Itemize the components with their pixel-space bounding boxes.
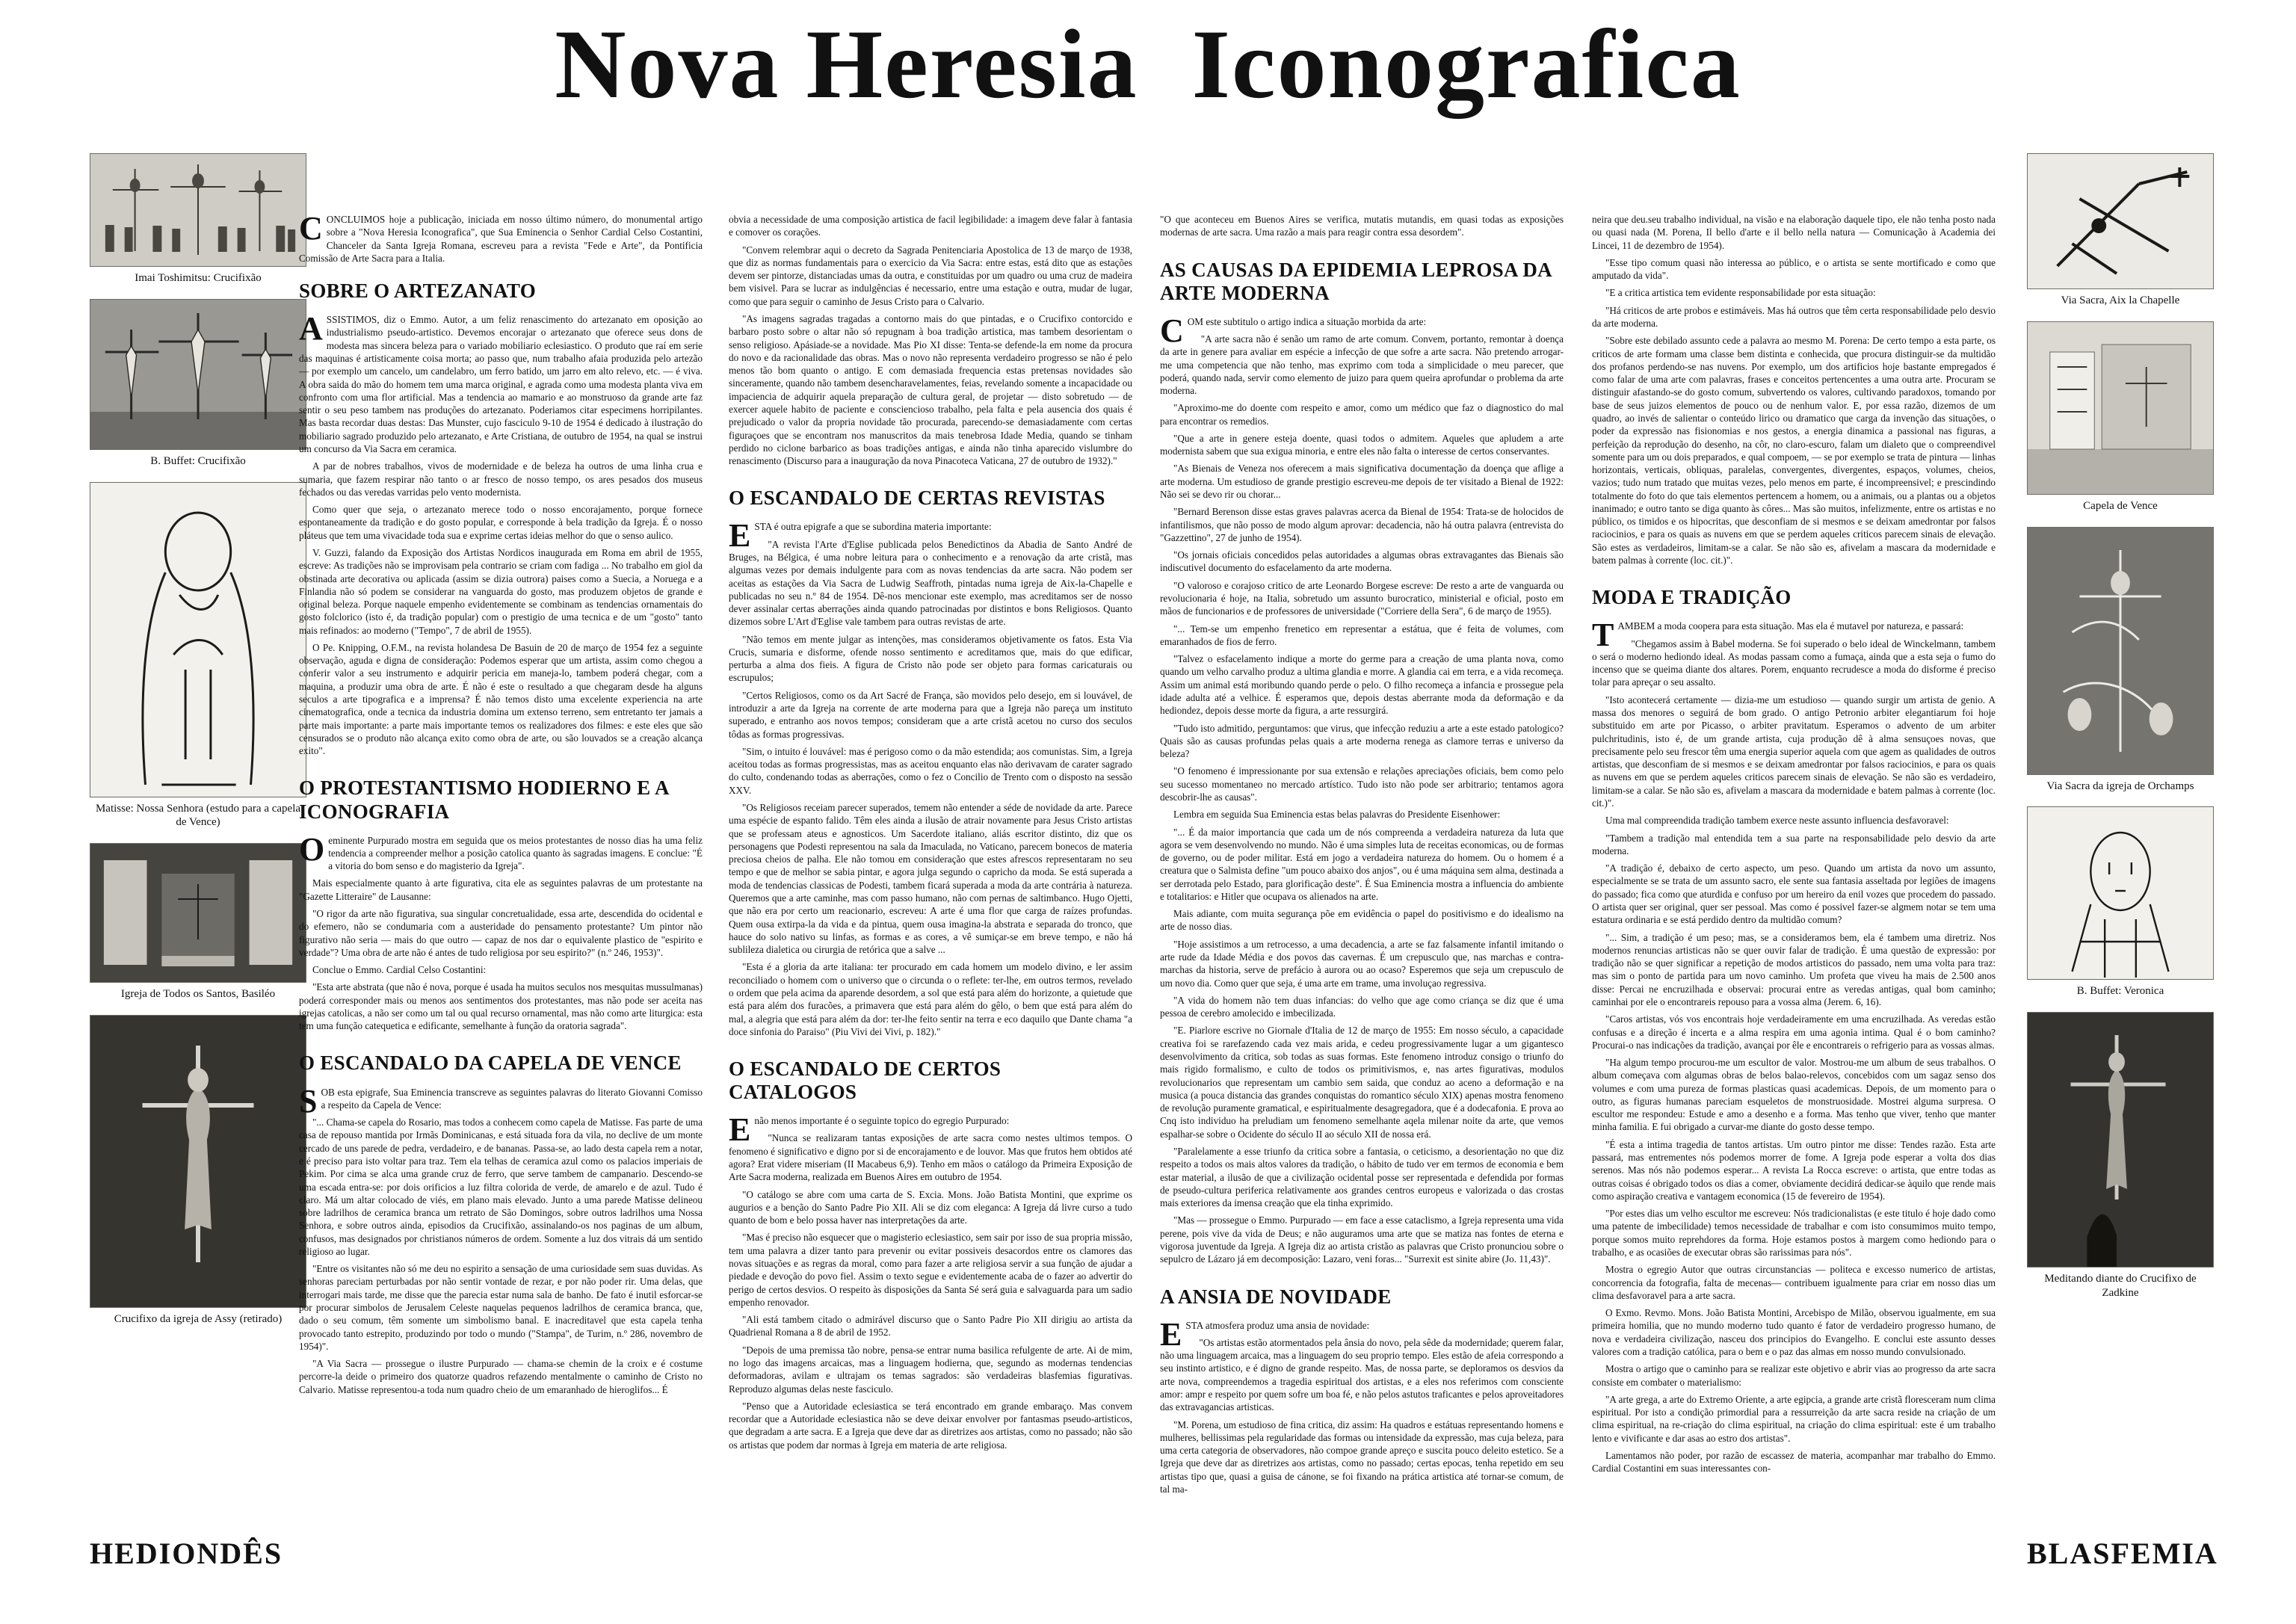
crucifixion-mural-image xyxy=(90,153,306,267)
paragraph: O Pe. Knipping, O.F.M., na revista holandesa De Basuin de 20 de março de 1954 fez a seguinte observação, aguda e digna de consideração: Podemos esperar que um artista, assim como chegou a conferir valor a seu instrumento e adquirir pericia em maneja-lo, tambem poderá chegar, com a maquina, a produzir uma obra de arte. É não é este o resultado a que chegaram desde ha alguns seculos a arte tipografica e a imprensa? É não temos disto uma excelente experiencia na arte cinematografica, onde a tecnica da industria domina um extenso terreno, sem entretanto ter jamais a parte mais importante: a parte mais importante temos os realizadores dos filmes: e este eles que são censurados se o produto não alcança exito como obra de arte, ou são louvados se a creação alcança exito". xyxy=(299,641,703,757)
paragraph: "... Sim, a tradição é um peso; mas, se a consideramos bem, ela é tambem uma diretriz. Nos modernos renuncias artisticas não se quer ouvir falar de tradição. É uma questão de expressão: por tradição não se quer significar a repetição de modos artisticos do passado, nem uma volta para traz: mas sim o ponto de partida para um novo caminho. Um profeta que viveu ha mais de 2.500 anos disse: Percai ne encruzilhada e observai: procurai entre as veredas antigas, qual bom caminho; caminhai por ele o encontrareis repouso para a vossa alma (Jerem. 6, 16). xyxy=(1592,931,1996,1007)
section-heading-ansia: A ANSIA DE NOVIDADE xyxy=(1160,1285,1392,1308)
paragraph: Mais adiante, com muita segurança põe em evidência o papel do positivismo e do idealismo na arte de nosso dias. xyxy=(1160,908,1564,933)
paragraph: "O catálogo se abre com uma carta de S. Excia. Mons. João Batista Montini, que exprime os augurios e a benção do Santo Padre Pio XII. Ali se diz com eleganca: A Igreja dá livre curso a tudo quanto de bom e belo possa haver nas interpretações da arte. xyxy=(729,1188,1132,1226)
paragraph: "A arte sacra não é senão um ramo de arte comum. Convem, portanto, remontar à doença da arte in genere para avaliar em espécie a infecção de que sofre a arte sacra. Não pretendo arrogar-me uma competencia que não tenho, mas exprimo com toda a simplicidade o meu parecer, que poderá, quando nada, servir como elemento de juizo para quem queira aprofundar o problema da arte moderna. xyxy=(1160,333,1564,397)
paragraph: "Certos Religiosos, como os da Art Sacré de França, são movidos pelo desejo, em si louvável, de introduzir a arte da Igreja na corrente de arte moderna para que a Igreja não pareça um instituto superado, e entranho aos novos tempos; consideram que a arte cristã acetou no curso dos seculos tôdas as formas progressivas. xyxy=(729,689,1132,740)
paragraph: "Os Religiosos receiam parecer superados, temem não entender a séde de novidade da arte. Parece uma espécie de espanto falido. Têm eles ainda a ilusão de atrair novamente para Jesus Cristo artistas que se professam ateus e agnosticos. Um Sacerdote italiano, aliás escritor distinto, diz que os personagens que Podesti representou na sala da Imaculada, no Vaticano, parecem bonecos de materia preciosa cheios de palha. Ele não tomou em consideração que estes afrescos representaram no seu tempo e que de melhor se sabia pintar, e agora julga segundo o capricho da moda. Se está superada a moda de tendencias classicas de Podesti, tambem ficará superada a moda da arte contrária à natureza. Queremos que a arte caminhe, mas com passo humano, não com pernas de saltimbanco. Hugo Ojetti, que não era por certo um reacionario, escreveu: A arte é uma flor que carga de raízes profundas. Quem ousa extirpa-la da vida e da pintua, quem ousa imagina-la abstrata e separada do tronco, que hauce do solo nativo su linfas, as formas e as cores, a vê sumiçar-se em breve tempo, e não há sublileza dialetica ou cirurgia de retórica que a salve ... xyxy=(729,802,1132,956)
paragraph: Lembra em seguida Sua Eminencia estas belas palavras do Presidente Eisenhower: xyxy=(1173,809,1501,821)
paragraph: "As imagens sagradas tragadas a contorno mais do que pintadas, e o Crucifixo contorcido e barbaro posto sobre o altar não só repugnam à boa tradição artistica, mas tambem desorientam o senso religioso. Apásiade-se a novidade. Mas Pio XI disse: Tenta-se defende-la em nome da procura do novo e da racionalidade das obras. Mas o novo não representa verdadeiro progresso se não é pelo menos tão bom quanto o antigo. E com demasiada frequencia estas pretensas novidades são sinceramente, quando não tambem desencharavelamentes, feias, revelando somente a incapacidade ou impaciencia de adquirir aquela preparação de cultura geral, de projetar — disto sobretudo — de exercer aquele habito de paciente e consciencioso trabalho, pela falta e pela ausencia dos quais é prejudicado o valor da propria novidade tão procurada, parecendo-se demasiadamente com certas figuraçoes que se encontram nos manuscritos da mais tenebrosa Idade Media, quando se tinham perdido no ciclone barbarico as boas tradições antigas, e ainda não tinha aparecido vislumbre do renascimento (Discurso para a inauguração da nova Pinacoteca Vaticana, 27 de outubro de 1932)." xyxy=(729,312,1132,467)
page-title xyxy=(0,9,2296,119)
paragraph: "Os artistas estão atormentados pela ânsia do novo, pela sêde da modernidade; querem falar, não uma linguagem arcaica, mas a linguagem do seu proprio tempo. Eles estão de afeia correspondo a seu instinto artistico, e é digno de grande respeito. Mas, de nossa parte, se deploramos os desvios da arte nova, compreendemos a tragedia espiritual dos artistas, e a eles nos referimos com consciente amor: ampr e respeito por quem sofre um boa fé, e não pelos astutos traficantes e pelos aproveitadores das extravagancias artisticas. xyxy=(1160,1336,1564,1413)
paragraph: Como quer que seja, o artezanato merece todo o nosso encorajamento, porque fornece espontaneamente da tradição e do gosto popular, e corresponde à bela tradição da Igreja. É o nosso pláteus que tem uma vivacidade toda sua e exprime certas ideias melhor do que o senso aulico. xyxy=(299,504,703,541)
paragraph: "Talvez o esfacelamento indique a morte do germe para a creação de uma planta nova, como quando um velho carvalho produz a ultima glandia e morre. A glandia cai em terra, e a vida recomeça. Assim um animal está moribundo quando perde o pelo. O filho recomeça a infancia e prossegue pela idade adulta até a velhice. É esperamos que, depois destas aberrante moda da deformação e da hediondez, depois desse morte da figura, a arte ressurgirá. xyxy=(1160,653,1564,717)
paragraph: "A vida do homem não tem duas infancias: do velho que age como criança se diz que é uma pessoa de cerebro amolecido e imbecilizada. xyxy=(1160,994,1564,1019)
paragraph: "Nunca se realizaram tantas exposições de arte sacra como nestes ultimos tempos. O fenomeno é significativo e digno por si de encorajamento e de louvor. Mas que frutos hem obtidos até agora? Erat videre miseriam (II Macabeus 6,9). Tenho em mãos o catálogo da Primeira Exposição de Arte Sacra moderna, realizada em Buenos Aires em outubro de 1954. xyxy=(729,1132,1132,1183)
paragraph: "Convem relembrar aqui o decreto da Sagrada Penitenciaria Apostolica de 13 de março de 1938, que diz as normas fundamentais para o exercicio da Via Sacra: entre estas, está dito que as estações devem ser pintorze, distanciadas umas da outra, e constituidas por um quadro ou uma cruz de madeira bem visivel. Para se lucrar as indulgências é necessario, entre uma estação e outra, mudar de lugar, como que para seguir o caminho de Jesus Cristo para o Calvario. xyxy=(729,244,1132,307)
paragraph: "Ali está tambem citado o admirável discurso que o Santo Padre Pio XII dirigiu ao artista da Quadrienal Romana a 8 de abril de 1952. xyxy=(729,1314,1132,1339)
via-sacra-aix-image xyxy=(2027,153,2214,289)
figure xyxy=(90,482,306,830)
paragraph: "O que aconteceu em Buenos Aires se verifica, mutatis mutandis, em quasi todas as exposições modernas de arte sacra. Uma razão a mais para reagir contra essa desordem". xyxy=(1160,214,1564,238)
paragraph: ASSISTIMOS, diz o Emmo. Autor, a um feliz renascimento do artezanato em oposição ao industrialismo pseudo-artistico. Devemos encorajar o artezanato que oferece seus dons de modesta mas sincera beleza para o variado mobiliario eclesiastico. O produto que raí em serie das maquinas é artisticamente coisa morta; ao passo que, num trabalho afaia produzida pelo artezão — por exemplo um cancelo, um candelabro, um ferro batido, um jarro em alto relevo, etc. — é viva. A obra saida do mão do homem tem uma marca original, e agrada como uma modesta planta viva em confronto com uma flor artificial. Mas a tendencia ao mamario e ao monstruoso da grande arte faz sentir o seu peso tambem nas produções do artezanato. Poderiamos citar especimens horripilantes. Mas basta recordar duas destas: Das Munster, cujo fasciculo 9-10 de 1954 é dedicado à ilustração do mobiliario sagrado produzido pelo artezanato, e Arte Cristiana, de outubro de 1954, na qual se instrui um concurso da Via Sacra em ceramica. xyxy=(299,310,703,454)
figure-caption: Capela de Vence xyxy=(2083,499,2158,512)
via-sacra-orchamps-image xyxy=(2027,527,2214,775)
church-interior-image xyxy=(90,843,306,983)
figure xyxy=(90,153,306,285)
paragraph: "E a critica artistica tem evidente responsabilidade por esta situação: xyxy=(1605,287,1876,299)
paragraph: "É esta a intima tragedia de tantos artistas. Um outro pintor me disse: Tendes razão. Esta arte passará, mas entrementes nós podemos morrer de fome. A Igreja pode esperar a volta dos dias serenos. Mas nós não podemos esperar... A revista La Rocca escreve: o artista, que entre todas as outras coisas é obrigado todos os dias a comer, obviamente decidirá dedicar-se àquilo que rende mais como aspiração creativa e vantagem economica (15 de fevereiro de 1954). xyxy=(1592,1138,1996,1202)
paragraph: "Mas é preciso não esquecer que o magisterio eclesiastico, sem sair por isso de sua propria missão, tem uma palavra a dizer tanto para prevenir ou evitar possiveis desacordos entre os clamores das novas situações e as regras da moral, como para fazer a arte religiosa servir a sua função de ajudar a piedade e devoção do povo fiel. Assim o texto segue e evidentemente acaba de o fazer ao advertir do perigo de certos desvios. O respeito às disposições da Santa Sé será guia e salvaguarda para um sadio empenho renovador. xyxy=(729,1232,1132,1308)
paragraph: "O fenomeno é impressionante por sua extensão e relações apreciações oficiais, bem como pelo seu sucesso momentaneo no mercado artístico. Tudo isto não pode ser arbitrario; tentamos agora descobrir-lhe as causas". xyxy=(1160,765,1564,803)
matisse-madonna-image xyxy=(90,482,306,797)
paragraph: Enão menos importante é o seguinte topico do egregio Purpurado: xyxy=(729,1111,1010,1149)
figure xyxy=(2027,153,2214,308)
figure-rail-left xyxy=(90,153,306,1340)
paragraph: "Hoje assistimos a um retrocesso, a uma decadencia, a arte se faz falsamente infantil imitando o arte rude da Idade Média e dos povos das cavernas. É um crepusculo que, nas marchas e contra-marchas da historia, serve de prefácio à aurora ou ao ocaso? Esperemos que seja um crepusculo de um novo dia. Como quer que seja, é uma arte em trame, uma involuçao regressiva. xyxy=(1160,938,1564,989)
figure-caption: B. Buffet: Crucifixão xyxy=(150,454,246,467)
paragraph: "O rigor da arte não figurativa, sua singular concretualidade, essa arte, descendida do ocidental e do efemero, não se condumaria com a austeridade do pensamento protestante? Um pintor não figurativo não seria — mais do que outro — capaz de nos dar o equivalente plastico de "espirito e verdade"? Uma obra de arte não é antes de tudo religiosa por seu espirito?" (n.º 246, 1953)". xyxy=(299,907,703,958)
paragraph: "... Chama-se capela do Rosario, mas todos a conhecem como capela de Matisse. Fas parte de uma casa de repouso mantida por Irmãs Dominicanas, e está situada fora da vila, no declive de um monte cercado de uns parede de pedra, verdadeiro, e de bananas. Passa-se, ao lado desta capela rem a notar, e é preciso para isto voltar para traz. Tem ela telhas de ceramica azul como os palacios imperiais de Pekim. Por cima se alca uma grande cruz de ferro, que serve tambem de campanario. Descendo-se uma escada entra-se: por dois orificios a luz filtra colorida de verde, de amarelo e de azul. Tudo é claro. Má um altar colocado de viés, em plano mais elevado. Junto a uma parede Matisse delineou sobre ladrilhos de ceramica branca um retrato de São Domingos, sobre outros ladrilhos uma Nossa Senhora, e sobre outros ainda, episodios da Crucifixão, assinalando-os nos paginas de um album, confusos, mas designados por christianos números de ordem. Somente a luz dos vitrais dá um sentido religioso ao lugar. xyxy=(299,1117,703,1257)
article-column-1 xyxy=(299,210,703,1401)
masthead-word-2: Iconografica xyxy=(1191,9,1741,119)
figure xyxy=(2027,527,2214,794)
paragraph: "Aproximo-me do doente com respeito e amor, como um médico que faz o diagnostico do mal para encontrar os remedios. xyxy=(1160,402,1564,427)
paragraph: "Penso que a Autoridade eclesiastica se terá encontrado em grande embaraço. Mas convem recordar que a Autoridade eclesiastica não se deve deixar envolver por fantasmas pseudo-artisticos, que degradam a arte sacra. E a Igreja que deve dar as diretrizes aos artistas, como no passado; não são os artistas que podem dar normas à Igreja em materia de arte religiosa. xyxy=(729,1400,1132,1451)
paragraph: Mais especialmente quanto à arte figurativa, cita ele as seguintes palavras de um protestante na "Gazette Litteraire" de Lausanne: xyxy=(299,877,703,902)
paragraph: "O valoroso e corajoso critico de arte Leonardo Borgese escreve: De resto a arte de vanguarda ou revolucionaria é hoje, na Italia, sobretudo um assunto burocratico, ministerial e oficial, posto em mãos de funcionarios e de professores de universidade ("Corriere della Sera", 6 de março de 1955). xyxy=(1160,579,1564,617)
paragraph: Mostra o egregio Autor que outras circunstancias — politeca e excesso numerico de artistas, concorrencia da fotografia, falta de mecenas— contribuem igualmente para criar em nosso dias um clima desfavoravel para a arte sacra. xyxy=(1592,1264,1996,1301)
paragraph: Lamentamos não poder, por razão de escassez de materia, acompanhar mar trabalho do Emmo. Cardial Costantini em suas interessantes con- xyxy=(1592,1449,1996,1475)
section-heading-artezanato: SOBRE O ARTEZANATO xyxy=(299,280,537,303)
section-heading-catalogos: O ESCANDALO DE CERTOS CATALOGOS xyxy=(729,1058,1002,1104)
paragraph: "... Tem-se um empenho frenetico em representar a estátua, que é feita de volumes, com emaranhados de fios de ferro. xyxy=(1160,623,1564,647)
figure-caption: Via Sacra da igreja de Orchamps xyxy=(2046,779,2194,792)
paragraph: "Esse tipo comum quasi não interessa ao público, e o artista se sente mortificado e como que amputado da vida". xyxy=(1592,256,1996,282)
paragraph: Oeminente Purpurado mostra em seguida que os meios protestantes de nosso dias ha uma feliz tendencia a compreender melhor a posição catolica quanto às sagradas imagens. E conclue: "É a vitoria do bom senso e do magisterio da Igreja". xyxy=(299,830,703,872)
buffet-crucifixion-image xyxy=(90,299,306,450)
section-heading-capela-vence: O ESCANDALO DA CAPELA DE VENCE xyxy=(299,1052,682,1075)
article-column-4 xyxy=(1592,213,1996,1480)
paragraph: ESTA atmosfera produz uma ansia de novidade: xyxy=(1160,1315,1370,1353)
paragraph: Mostra o artigo que o caminho para se realizar este objetivo e abrir vias ao progresso da arte sacra consiste em combater o materialismo: xyxy=(1592,1363,1996,1388)
paragraph: A par de nobres trabalhos, vivos de modernidade e de beleza ha outros de uma linha crua e sumaria, que fazem respirar não tanto o ar fresco de nosso tempo, os ares pesados dos museus fechados ou das veredas varridas pelo vento modernista. xyxy=(299,460,703,498)
paragraph: ESTA é outra epigrafe a que se subordina materia importante: xyxy=(729,517,992,555)
paragraph: "A revista l'Arte d'Eglise publicada pelos Benedictinos da Abadia de Santo André de Bruges, na Bélgica, é uma nobre leitura para o conhecimento e a renovação da arte cristã, mas algumas vezes por demais indulgente para com as novas tendencias da arte sacra. Não podem ser aceitas as estações da Via Sacra de Ludwig Seaffroth, pintadas numa igreja de Aix-la-Chapelle e publicadas no seu n.º 84 de 1954. Dê-nos mencionar este exemplo, mas acreditamos ser de nosso dever assinalar certas aberrações ainda quando patrocinadas por distintos e bons Religiosos. Quanto dizemos sobre L'Art d'Eglise vale tambem para outras revistas de arte. xyxy=(729,538,1132,628)
paragraph: "Sim, o intuito é louvável: mas é perigoso como o da mão estendida; aos comunistas. Sim, a Igreja aceitou todas as formas progressistas, mas as aceitou enquanto elas não derivavam de carater sagrado do culto, condenando todas as aberrações, como o fez o Concilio de Trento com o disposto na sessão XXV. xyxy=(729,745,1132,796)
paragraph: "Há criticos de arte probos e estimáveis. Mas há outros que têm certa responsabilidade pelo desvio da arte moderna. xyxy=(1592,304,1996,329)
paragraph: "Os jornais oficiais concedidos pelas autoridades a algumas obras extravagantes das Bienais são indiscutivel documento do esfacelamento da arte moderna. xyxy=(1160,549,1564,574)
article-column-3 xyxy=(1160,213,1564,1500)
paragraph: "... É da maior importancia que cada um de nós compreenda a verdadeira natureza da luta que agora se vem desenvolvendo no mundo. Não é uma simples luta de receitas economicas, ou de formas de governo, ou de poder militar. Está em jogo a verdadeira natureza do homem. Ou o homem é a creatura que o Salmista define "um pouco abaixo dos anjos", ou é uma máquina sem alma, destinada a ser derrotada pelo Estado, para glorificação deste". É Sua Eminencia mostra a influencia do ambiente e totalitarios: e Hitler que ocupava os alienados na arte. xyxy=(1160,826,1564,902)
paragraph: "Entre os visitantes não só me deu no espirito a sensação de uma curiosidade sem suas duvidas. As senhoras pareciam perturbadas por não sentir vontade de rezar, e por não poder rir. Uma delas, que interrogari mais tarde, me disse que the parecia estar numa sala de banho. De fato é inutil esforcar-se por procurar simbolos de Jerusalem Celeste naquelas pequenos ladrilhos de ceramica branca, que, dado o seu comum, têm somente um simbolismo banal. E inacreditavel que esta capela tenha provocado tanto estrepito, produzindo por todo o mundo ("Stampa", de Turim, n.º 286, novembro de 1954)". xyxy=(299,1263,703,1352)
vence-chapel-image xyxy=(2027,321,2214,495)
paragraph: "A arte grega, a arte do Extremo Oriente, a arte egipcia, a grande arte cristã floresceram num clima espiritual. Por isto a condição primordial para a ressurreição da arte sacra reside na criação de um clima espiritual, na re-criação do clima espiritual, na criação do clima espiritual: este é um trabalho lento e vivificante e dar asas ao estro dos artistas". xyxy=(1592,1393,1996,1444)
paragraph: "M. Porena, um estudioso de fina critica, diz assim: Ha quadros e estátuas representando homens e mulheres, bellissimas pela regularidade das formas ou intensidade da expressão, mas cuja beleza, para uma certa categoria de observadores, não compoe grande apreço e suscita pouco deleito estetico. Se a Igreja que deve dar as diretrizes aos artistas, como no passado; certas epocas, tenha repetido em seu artistas tipo que, quasi a guisa de cánone, se foi fixando na prática artistica até tornar-se comum, de tal ma- xyxy=(1160,1418,1564,1495)
figure-caption: Crucifixo da igreja de Assy (retirado) xyxy=(114,1312,283,1325)
paragraph: SOB esta epigrafe, Sua Eminencia transcreve as seguintes palavras do literato Giovanni Comisso a respeito da Capela de Vence: xyxy=(299,1082,703,1120)
paragraph: obvia a necessidade de uma composição artistica de facil legibilidade: a imagem deve falar à fantasia e comover os corações. xyxy=(729,214,1132,238)
figure xyxy=(2027,806,2214,998)
paragraph: "Por estes dias um velho escultor me escreveu: Nós tradicionalistas (e este titulo é hoje dado como uma patente de imbecilidade) temos necessidade de trabalhar e com isto consumimos muito tempo, porque somos muito reprehdores da forma. Hoje estamos postos à margem como hediondo para o trabalho, e as ocasiões de executar obras são rarissimas para nós". xyxy=(1592,1208,1996,1259)
figure-caption: Matisse: Nossa Senhora (estudo para a capela de Vence) xyxy=(95,802,301,829)
figure xyxy=(2027,1012,2214,1300)
paragraph: neira que deu.seu trabalho individual, na visão e na elaboração daquele tipo, ele não tenha posto nada ou quasi nada (M. Porena, Il bello d'arte e il bello nella natura — Comunicação à Academia dei Lincei, 11 de dezembro de 1954). xyxy=(1592,214,1996,251)
figure-caption: Via Sacra, Aix la Chapelle xyxy=(2061,294,2180,306)
paragraph: "Ha algum tempo procurou-me um escultor de valor. Mostrou-me um album de seus trabalhos. O album começava com algumas obras de belos balao-relevos, concebidos com um sagaz senso dos volumes e com uma pureza de formas plasticas quasi academicas. Depois, de um momento para o outro, as figuras humanas pareciam esqueletos de monstruosidade. Mostrei alguma surpresa. O escultor me respondeu: Estude e amo a desenho e a forma. Mas tenho que viver, tenho que manter minha familia. E fui obrigado a curvar-me diante do gosto desse tempo. xyxy=(1592,1057,1996,1133)
paragraph: "Paralelamente a esse triunfo da critica sobre a fantasia, o ceticismo, a desorientação no que diz respeito a todos os mais altos valores da tradição, o hábito de tudo ver em termos de economia e bem estar material, a ilusão de que a civilização ocidental posse ser representada e defendida por formas de pseudo-cultura periferica relativamente aos grandes centros europeus e valorizada o das crostas mais exteriores da imensa creação que ela tinha exprimido. xyxy=(1160,1145,1564,1209)
figure-caption: B. Buffet: Veronica xyxy=(2076,985,2164,998)
paragraph: O Exmo. Revmo. Mons. João Batista Montini, Arcebispo de Milão, observou igualmente, em sua primeira homilia, que no mundo moderno tudo quanto é fator de verdadeiro progresso humano, de nova e verdadeira civilização, nasceu dos principios do Evangelho. E conclui este assunto desses valores com a tradição católica, para o bem e o paz das almas em nosso mundo convulsionado. xyxy=(1592,1307,1996,1357)
figure xyxy=(90,1015,306,1327)
paragraph: "Caros artistas, vós vos encontrais hoje verdadeiramente em uma encruzilhada. As veredas estão confusas e a direção é incerta e a alma respira em uma agonia intima. Qual é o bom caminho? Procurai-o nas indicações da tradição, avançai por êle e encontrareis o refrigerio para as vossas almas. xyxy=(1592,1013,1996,1051)
paragraph: "Bernard Berenson disse estas graves palavras acerca da Bienal de 1954: Trata-se de holocidos de infantilismos, que não posso de modo algum aprovar: decadencia, não há outra palavra (entrevista do "Gazzettino", 27 de junho de 1954). xyxy=(1160,506,1564,543)
paragraph: TAMBEM a moda coopera para esta situação. Mas ela é mutavel por natureza, e passará: xyxy=(1592,617,1964,654)
paragraph: "As Bienais de Veneza nos oferecem a mais significativa documentação da doença que aflige a arte moderna. Um estudioso de grande prestigio escreveu-me depois de ter visitado a Bienal de 1922: Não sei se devo rir ou chorar... xyxy=(1160,463,1564,501)
paragraph: "A Via Sacra — prossegue o ilustre Purpurado — chama-se chemin de la croix e é costume percorre-la deide o primeiro dos quatorze quadros refazendo mentalmente o caminho de Cristo no Calvario. Matisse representou-a toda num quadro cheio de um emaranhado de hieroglifos... É xyxy=(299,1358,703,1395)
article-column-2 xyxy=(729,213,1132,1456)
paragraph: COM este subtitulo o artigo indica a situação morbida da arte: xyxy=(1160,312,1427,349)
figure-caption: Igreja de Todos os Santos, Basiléo xyxy=(120,988,276,1000)
paragraph: "Depois de uma premissa tão nobre, pensa-se entrar numa basilica refulgente de arte. Ai de mim, no logo das imagens arcaicas, mas a linguagem hodierna, que, segundo as modernas tendencias deformadoras, avilam e ultrajam os temas sagrados: são verdadeiras blasfemias figurativas. Reproduzo algumas delas neste fasciculo. xyxy=(729,1344,1132,1395)
masthead-word-1: Nova Heresia xyxy=(555,9,1138,119)
paragraph: "Chegamos assim à Babel moderna. Se foi superado o belo ideal de Winckelmann, tambem o será o moderno hediondo ideal. As modas passam como a fumaça, ainda que a esta seja o fumo do incenso que se queima diante dos altares. Porem, enquanto recrudesce a moda do disforme é preciso tolar para apreçar o seu assalto. xyxy=(1592,637,1996,688)
paragraph: "Esta arte abstrata (que não é nova, porque é usada ha muitos seculos nos mesquitas mussulmanas) poderá corresponder mais ou menos aos sentimentos dos protestantes, mas não pode ser aceita nas igrejas catolicas, a não ser como um tal ou qual recurso ornamental, mas não como arte liturgica: esta tem uma função catequetica e edificante, semelhante à função da oratoria sagrada". xyxy=(299,981,703,1032)
paragraph: Conclue o Emmo. Cardial Celso Costantini: xyxy=(312,964,487,976)
section-heading-epidemia: AS CAUSAS DA EPIDEMIA LEPROSA DA ARTE MODERNA xyxy=(1160,258,1552,304)
figure xyxy=(90,843,306,1001)
zadkine-crucifix-image xyxy=(2027,1012,2214,1268)
paragraph: "Isto acontecerá certamente — dizia-me um estudioso — quando surgir um artista de genio. A massa dos menores o seguirá de bom grado. O antigo Petronio arbiter elegantiarum foi hoje substituido em arte por Picasso, o arbiter pravitatum. Esperamos o advento de um arbiter pulchritudinis, isto é, de um grande artista, cuja produção dê à alma sensuçoes novas, que precisamente pelo seu frescor têm uma energia superior aquela com que agem as qualidades de outros artistas, que desconfiam de si mesmos e se deixam amedrontar por falsos raciocinios, e para os quais as nuvens em que se perdem aqueles criticos parecem sinais de elevação. Se não são es verdadeiro, limitam-se a calar. Se não são es, afivelam a mascara da modernidade e batem palmas à corrente (loc. cit.)". xyxy=(1592,694,1996,809)
paragraph: "Tudo isto admitido, perguntamos: que virus, que infecção reduziu a arte a este estado patologico? Quais são as causas profundas pelas quais a arte moderna renega as clamore terras e universo da beleza? xyxy=(1160,722,1564,760)
figure-caption: Meditando diante do Crucifixo de Zadkine xyxy=(2044,1273,2197,1299)
footer-word-left: HEDIONDÊS xyxy=(90,1537,283,1570)
paragraph: "Mas — prossegue o Emmo. Purpurado — em face a esse cataclismo, a Igreja representa uma vida perene, pois vive da vida de Deus; e não auguramos uma arte que se matiza nas fontes de eterna e vigorosa juventude da Igreja. A Igreja diz ao artista cristão as palavras que Cristo pronunciou sobre o sepulcro de Lázaro já em decomposição: Lazaro, veni foras... "Surrexit est sinite abire (Jo. 11,43)". xyxy=(1160,1214,1564,1265)
section-heading-revistas: O ESCANDALO DE CERTAS REVISTAS xyxy=(729,487,1105,510)
paragraph: "Que a arte in genere esteja doente, quasi todos o admitem. Aqueles que apludem a arte modernista sabem que sua exigua minoria, e entre eles não falta o interesse de certos conservantes. xyxy=(1160,432,1564,457)
paragraph: Uma mal compreendida tradição tambem exerce neste assunto influencia desfavoravel: xyxy=(1605,815,1949,827)
figure-caption: Imai Toshimitsu: Crucifixão xyxy=(135,272,262,284)
paragraph: V. Guzzi, falando da Exposição dos Artistas Nordicos inaugurada em Roma em abril de 1955, escreve: As tradições não se improvisam pela contrario se criam com fadiga ... No trabalho em giol da obstinada arte decorativa ou aplicada (assim se dizia outrora) paises como a Suecia, a Noruega e a Finlandia não só podem se considerar na vanguarda do gosto, mas produzem objetos de grande e original beleza. Porque naquele empenho evidentemente se combinam as tendencias ornamentais do gosto folclorico (isto é, da tradição popular) com o prestigio de uma tecnica e de um "gosto" tanto mais refinados: ao moderno ("Tempo", 7 de abril de 1955). xyxy=(299,546,703,636)
buffet-veronica-image xyxy=(2027,806,2214,980)
assy-crucifix-image xyxy=(90,1015,306,1308)
lead-paragraph: CONCLUIMOS hoje a publicação, iniciada em nosso último número, do monumental artigo sobre a "Nova Heresia Iconografica", que Sua Eminencia o Senhor Cardial Celso Costantini, Chanceler da Santa Igreja Romana, escreveu para a revista "Fede e Arte", da Pontificia Comissão de Arte Sacra para a Italia. xyxy=(299,210,703,264)
figure xyxy=(2027,321,2214,513)
paragraph: "Esta é a gloria da arte italiana: ter procurado em cada homem um modelo divino, e ler assim reconciliado o homem com o universo que o circunda o o reflete: ter-lhe, em outros termos, revelado o ordem que pela acima da aparende desordem, a sol que está para além do horizonte, a quietude que está para além dos furacões, a primavera que está para além do gêlo, o bem que está para além do mal, a alegria que está para além da dor: ter-lhe feito sentir na terra e eco daquilo que Dante chama "a doce sinfonia do Paraiso" (Piu Vivi dei Vivi, p. 182)." xyxy=(729,961,1132,1037)
paragraph: "Não temos em mente julgar as intenções, mas consideramos objetivamente os fatos. Esta Via Crucis, sumaria e disforme, ofende nosso sentimento e acreditamos que, mais do que edificar, perturba a alma dos fieis. A figura de Cristo não pode ser objeto para formas caricaturais ou escrupulos; xyxy=(729,633,1132,684)
paragraph: "E. Piarlore escrive no Giornale d'Italia de 12 de março de 1955: Em nosso século, a capacidade creativa foi se rarefazendo cada vez mais arida, e cedeu progressivamente lugar a um gigantesco desenvolvimento da critica, sob todas as suas formas. Este fenomeno introduz consigo o triunfo do mais rigido formalismo, e culto de todos os primitivismos, e, nas artes figurativas, modulos revolucionarios que representam um cambio sem saida, que conduz ao aceno a deformação e na musica (a pouca distancia das grandes conquistas do romantico século XIX) apenas mostra fenomeno de revolução puramente gramatical, e espiritualmente desagregadora, que é a dodecafonia. E prova ao Cnq isto individuo ha preludiam um fenomeno semelhante aqela milenar noite da arte, que vemos espalhar-se sobre o Ocidente do século II ao século XII de nossa erá. xyxy=(1160,1025,1564,1140)
figure xyxy=(90,299,306,469)
figure-rail-right xyxy=(2027,153,2214,1314)
paragraph: "A tradição é, debaixo de certo aspecto, um peso. Quando um artista da novo um assunto, especialmente se se trata de um assunto sacro, ele sente sua fantasia asseltada por legiões de imagens do passado; fica como que aturdida e confuso por um hereiro da enil vozes que procedem do passado. O artista quer ser original, quer ser pessoal. Mas como é possivel fazer-se algmem notar se tem uma estatura ordinaria e se está perdido dentro da multidão comum? xyxy=(1592,862,1996,926)
section-heading-protestantismo: O PROTESTANTISMO HODIERNO E A ICONOGRAFIA xyxy=(299,777,669,823)
paragraph: "Tambem a tradição mal entendida tem a sua parte na responsabilidade pelo desvio da arte moderna. xyxy=(1592,832,1996,856)
footer-word-right: BLASFEMIA xyxy=(2027,1537,2218,1570)
section-heading-moda: MODA E TRADIÇÃO xyxy=(1592,586,1792,609)
paragraph: "Sobre este debilado assunto cede a palavra ao mesmo M. Porena: De certo tempo a esta parte, os criticos de arte formam uma classe bem distinta e conhecida, que procura distinguir-se da multidão dos profanos perdendo-se nas nuvens. Por exemplo, um dos artificios hoje bastante empregados é como falar de uma arte com palavras, frases e conceitos pertencentes a uma outra arte. Procuram se distinguir afastando-se do gosto comum, subvertendo os valores, cultivando paradoxos, tomando por base de seus juizos elementos de pouco ou de nenhum valor. E, por essa razão, dizemos de um quadro, ao invés de salientar o conteúdo lirico ou dramatico que carga da invenção das situações, o poder da expressão nas fisionomias e nos gestos, a energia dinamica a passional nas figuras, a perfeição da reprodução do desenho, na côr, no claro-escuro, falam um dialeto que o compreendivel somente para um ou dois preparados, e qual compoem, — se por exemplo se trata de pintura — linhas horizontais, verticais, obliquas, paralelas, convergentes, divergentes, espaços, volumes, cheios, vazios; tudo num tratado que muitas vezes, pelo menos em parte, é incompreensivel; e prescindindo totalmente do foto do que tais elementos pertencem a homem, ou a animais, ou a plantas ou a objetos inanimado; e outro tanto se diga quanto às côres... Mas são muitos, infelizmente, entre os artistas e no público, os timidos e os hipocritas, que desconfiam de si mesmos e se deixam amedrontar por falsos raciocinios, e para os quais as nuvens em que se perdem aqueles criticos parecem sinais de elevação. São estes as verdadeiros, limitam-se a calar. Se não são es, afivelam a mascara da modernidade e batem palmas à corrente (loc. cit.)". xyxy=(1592,335,1996,566)
